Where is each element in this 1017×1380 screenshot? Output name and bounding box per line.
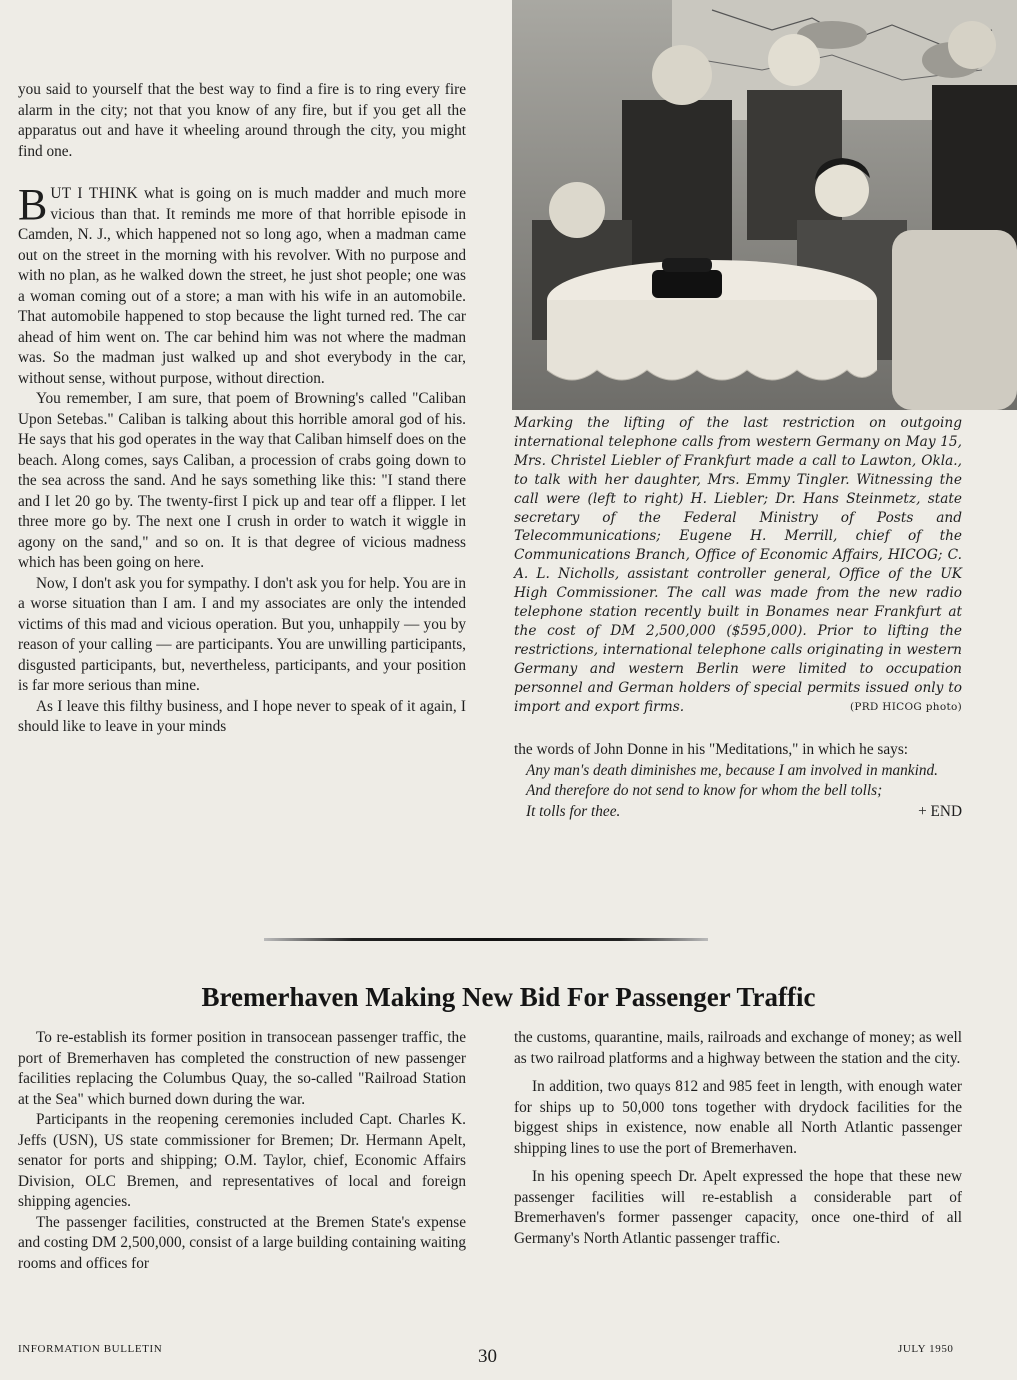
paragraph-2	[18, 180, 466, 389]
article-paragraph-3: The passenger facilities, constructed at the Bremen State's expense and costing DM 2,500,000, consist of a large building containing waiting rooms and offices for	[18, 1213, 466, 1272]
article-right-column	[514, 1028, 962, 1249]
paragraph-5: As I leave this filthy business, and I hope never to speak of it again, I should like to leave in your minds	[18, 697, 466, 735]
right-column	[514, 740, 962, 822]
armchair	[892, 230, 1017, 410]
paragraph-4: Now, I don't ask you for sympathy. I don't ask you for help. You are in a worse situation than I am. I and my associates are only the intended victims of this mad and vicious operation. But you, unhappily — you by reason of your calling — are participants. You are unwilling participants, disgusted participants, but, nevertheless, participants, and your position is far more serious than mine.	[18, 574, 466, 694]
donne-quote	[514, 761, 962, 823]
end-mark: + END	[918, 802, 962, 820]
section-divider	[264, 938, 708, 941]
verse-end-row	[514, 802, 962, 823]
person-head	[768, 34, 820, 86]
drop-cap: B	[18, 180, 48, 229]
publication-name: INFORMATION BULLETIN	[18, 1343, 163, 1355]
verse-line-1: Any man's death diminishes me, because I am involved in mankind.	[526, 761, 938, 779]
lead-in-small-caps: UT I THINK	[50, 185, 138, 202]
article-left-column	[18, 1028, 466, 1274]
paragraph-1: you said to yourself that the best way to find a fire is to ring every fire alarm in the city; not that you know of any fire, but if you get all the apparatus out and have it wheeling around through the city, you might find one.	[18, 81, 466, 160]
article-paragraph-1: To re-establish its former position in transocean passenger traffic, the port of Bremerhaven has completed the construction of new passenger facilities replacing the Columbus Quay, the so-called "Railroad Station at the Sea" which burned down during the war.	[18, 1029, 466, 1108]
article-paragraph-2: Participants in the reopening ceremonies included Capt. Charles K. Jeffs (USN), US state commissioner for Bremen; Dr. Hermann Apelt, senator for ports and shipping; O.M. Taylor, chief, Economic Affairs Division, OLC Bremen, and representatives of local and foreign shipping agencies.	[18, 1111, 466, 1210]
page-number: 30	[478, 1346, 497, 1367]
person-head	[652, 45, 712, 105]
verse-line-2: And therefore do not send to know for whom the bell tolls;	[526, 782, 883, 799]
person-head	[948, 21, 996, 69]
telephone-icon	[652, 270, 722, 298]
article-paragraph-4: the customs, quarantine, mails, railroads and exchange of money; as well as two railroad platforms and a highway between the station and the city.	[514, 1029, 962, 1067]
article-headline: Bremerhaven Making New Bid For Passenger Traffic	[201, 982, 816, 1012]
verse-line-3: It tolls for thee.	[526, 802, 621, 820]
photo-illustration	[512, 0, 1017, 410]
news-photo	[512, 0, 1017, 410]
paragraph-2-text: what is going on is much madder and much more vicious than that. It reminds me more of that horrible episode in Camden, N. J., which happened not so long ago, when a madman came out on the street in the morning with his revolver. With no purpose and with no plan, as he walked down the street, he just shot people; one was a woman coming out of a store; a man with his wife in an automobile. That automobile happened to stop because the light turned red. The car ahead of him went on. The car behind him was not where the madman was. So the madman just walked up and shot everybody in the car, without sense, without purpose, without direction.	[18, 185, 466, 387]
article-paragraph-6: In his opening speech Dr. Apelt expressed the hope that these new passenger facilities will re-establish a considerable part of Bremerhaven's former passenger capacity, once one-third of all Germany's North Atlantic passenger traffic.	[514, 1168, 962, 1247]
photo-credit: (PRD HICOG photo)	[849, 700, 962, 713]
person-head	[549, 182, 605, 238]
left-column	[18, 80, 466, 738]
issue-date: JULY 1950	[898, 1343, 954, 1355]
paragraph-3: You remember, I am sure, that poem of Browning's called "Caliban Upon Setebas." Caliban is talking about this horrible amoral god of his. He says that his god operates in the way that Caliban himself does on the beach. Along comes, says Caliban, a procession of crabs going down to the sea across the sand. And he says something like this: "I stand there and I let 20 go by. The twenty-first I pick up and tear off a flipper. I let three more go by. The next one I crush in order to watch it wiggle in agony on the sand," and so on. It is that degree of vicious madness which has been going on here.	[18, 390, 466, 571]
donne-intro: the words of John Donne in his "Meditations," in which he says:	[514, 741, 909, 758]
photo-caption	[514, 414, 962, 717]
caption-text: Marking the lifting of the last restriction on outgoing international telephone calls from western Germany on May 15, Mrs. Christel Liebler of Frankfurt made a call to Lawton, Okla., to talk with her daughter, Mrs. Emmy Tingler. Witnessing the call were (left to right) H. Liebler; Dr. Hans Steinmetz, state secretary of the Federal Ministry of Posts and Telecommunications; Eugene H. Merrill, chief of the Communications Branch, Office of Economic Affairs, HICOG; C. A. L. Nicholls, assistant controller general, Office of the UK High Commissioner. The call was made from the new radio telephone station recently built in Bonames near Frankfurt at the cost of DM 2,500,000 ($595,000). Prior to lifting the restrictions, international telephone calls originating in western Germany and western Berlin were limited to occupation personnel and German holders of special permits issued only to import and export firms.	[514, 415, 962, 715]
article-paragraph-5: In addition, two quays 812 and 985 feet in length, with enough water for ships up to 50,000 tons together with drydock facilities for the biggest ships in existence, now enable all North Atlantic passenger shipping lines to use the port of Bremerhaven.	[514, 1078, 962, 1157]
